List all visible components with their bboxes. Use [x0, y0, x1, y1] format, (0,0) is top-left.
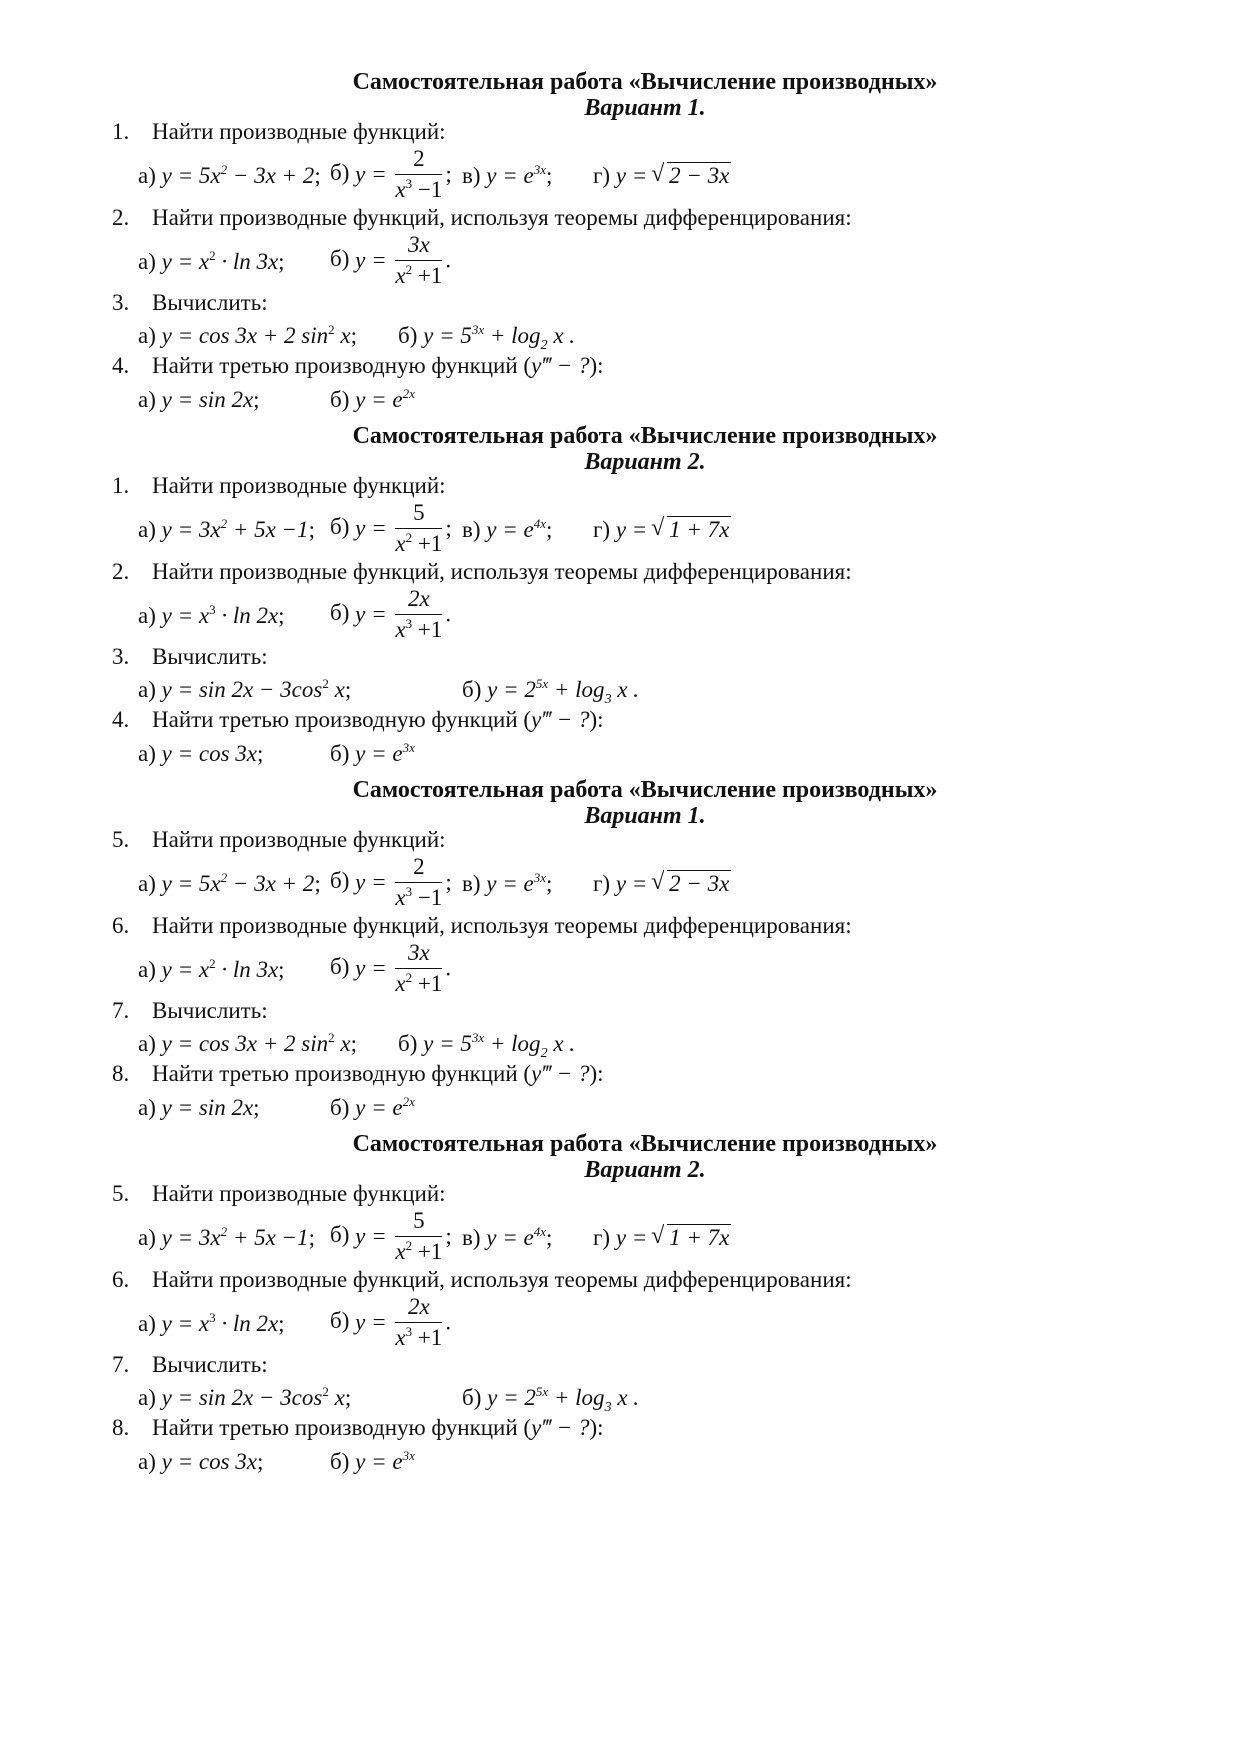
- expression-a: $y = x^3 \cdot \ln 2x$: [161, 1310, 279, 1336]
- task-theorem-derivatives: [112, 558, 852, 586]
- item-label-v: в): [462, 163, 481, 188]
- fraction-numerator: 5: [395, 1206, 442, 1237]
- worksheet-heading: Самостоятельная работа «Вычисление производных»: [352, 777, 938, 803]
- task-find-derivatives: [112, 472, 446, 500]
- task-theorem-derivatives: [112, 204, 852, 232]
- task-number: 7.: [112, 1352, 130, 1377]
- fraction-b: [395, 1292, 442, 1353]
- variant-label: Вариант 1.: [584, 95, 706, 121]
- task1-sqrt-item: г) y = √ 1 + 7x: [593, 516, 731, 544]
- task1-exp-item: в) $y = e^{3x}$;: [462, 870, 553, 896]
- fraction-numerator: 3x: [395, 938, 442, 969]
- task-third-derivative: 4. Найти третью производную функций (y‴ − ?):: [112, 353, 604, 378]
- task3-trig-item: а) $y = \sin 2x - 3\cos^2$ x;: [138, 1384, 352, 1410]
- task-number: 2.: [112, 205, 130, 230]
- expression-b: $y = 2^{5x} + \log_3 x$ .: [487, 676, 640, 707]
- item-label-b: б): [462, 1385, 482, 1410]
- item-label-a: а): [138, 163, 156, 188]
- task3-log-item: [462, 1384, 640, 1415]
- task-number: 1.: [112, 473, 130, 498]
- task1-fraction-item: б) y = $\frac{2}{x^3 -1}$ ;: [330, 852, 452, 913]
- item-label-a: а): [138, 1385, 156, 1410]
- expression-a: y = sin 2x: [161, 1095, 254, 1120]
- fraction-denominator: $x^2 +1$: [395, 262, 443, 288]
- task4-item-a: а) y = cos 3x;: [138, 1449, 264, 1474]
- expression-a: y = cos 3x: [161, 741, 257, 766]
- task-number: 5.: [112, 827, 130, 852]
- fraction-b: [395, 1206, 442, 1267]
- task2-product-item: а) $y = x^3 \cdot \ln 2x$;: [138, 602, 285, 628]
- fraction-b: [395, 938, 442, 999]
- expression-a: $y = x^3 \cdot \ln 2x$: [161, 602, 279, 628]
- fraction-b: [395, 498, 442, 559]
- task2-fraction-item: б) y = $\frac{3x}{x^2 +1}$ .: [330, 938, 451, 999]
- fraction-denominator: $x^2 +1$: [395, 1238, 443, 1264]
- task3-trig-item: а) y = cos 3x + 2 $\sin^2 x$;: [138, 1030, 357, 1056]
- task1-fraction-item: б) y = $\frac{5}{x^2 +1}$ ;: [330, 498, 452, 559]
- expression-b: $y = e^{2x}$: [355, 1094, 415, 1120]
- expression-a: $y = \sin 2x - 3\cos^2$ x: [161, 676, 345, 702]
- task3-log-item: [398, 1030, 576, 1061]
- item-label-a: а): [138, 249, 156, 274]
- expression-v: $y = e^{3x}$: [486, 870, 546, 896]
- task-theorem-derivatives: [112, 1266, 852, 1294]
- expression-a: $y = x^2 \cdot \ln 3x$: [161, 248, 279, 274]
- task2-product-item: а) $y = x^2 \cdot \ln 3x$;: [138, 956, 285, 982]
- fraction-denominator: $x^3 -1$: [395, 176, 443, 202]
- item-label-b: б): [398, 1031, 418, 1056]
- expression-b: $y = e^{3x}$: [355, 740, 415, 766]
- task2-fraction-item: б) y = $\frac{2x}{x^3 +1}$ .: [330, 1292, 451, 1353]
- task-number: 2.: [112, 559, 130, 584]
- variant-label: Вариант 2.: [584, 449, 706, 475]
- item-label-a: а): [138, 677, 156, 702]
- expression-v: $y = e^{4x}$: [486, 516, 546, 542]
- task3-trig-item: а) y = cos 3x + 2 $\sin^2 x$;: [138, 322, 357, 348]
- fraction-denominator: $x^3 -1$: [395, 884, 443, 910]
- task-text: Найти третью производную функций (: [152, 1061, 532, 1086]
- task1-sqrt-item: г) y = √ 2 − 3x: [593, 162, 731, 190]
- task-find-derivatives: [112, 1180, 446, 1208]
- item-label-a: а): [138, 387, 156, 412]
- sqrt-expression: √ 2 − 3x: [653, 162, 731, 190]
- task-text: Найти производные функций, используя теоремы дифференцирования:: [152, 559, 852, 584]
- expression-b: $y = 2^{5x} + \log_3 x$ .: [487, 1384, 640, 1415]
- expression-b: $y = e^{3x}$: [355, 1448, 415, 1474]
- task-number: 6.: [112, 1267, 130, 1292]
- task4-item-b: [330, 1094, 415, 1122]
- fraction-numerator: 2x: [395, 1292, 442, 1323]
- expression-a: $y = 5x^2 - 3x + 2$: [161, 870, 315, 896]
- task-number: 4.: [112, 707, 130, 732]
- expression-a: y = cos 3x: [161, 1449, 257, 1474]
- expression-b-lhs: y =: [355, 1223, 387, 1249]
- task2-fraction-item: б) y = $\frac{3x}{x^2 +1}$ .: [330, 230, 451, 291]
- fraction-numerator: 2: [395, 852, 442, 883]
- item-label-b: б): [330, 245, 350, 271]
- fraction-denominator: $x^3 +1$: [395, 616, 443, 642]
- expression-a: y = cos 3x + 2 $\sin^2 x$: [161, 1030, 351, 1056]
- task3-trig-item: а) $y = \sin 2x - 3\cos^2$ x;: [138, 676, 352, 702]
- task1-expressions: а) $y = 5x^2 - 3x + 2$;: [138, 870, 321, 896]
- task-text: Найти производные функций, используя теоремы дифференцирования:: [152, 1267, 852, 1292]
- task-third-derivative: 8. Найти третью производную функций (y‴ − ?):: [112, 1061, 604, 1086]
- expression-b-lhs: y =: [355, 161, 387, 187]
- item-label-a: а): [138, 741, 156, 766]
- expression-a: y = sin 2x: [161, 387, 254, 412]
- item-label-b: б): [330, 159, 350, 185]
- expression-a: $y = 3x^2 + 5x -1$: [161, 1224, 309, 1250]
- item-label-a: а): [138, 871, 156, 896]
- task-theorem-derivatives: [112, 912, 852, 940]
- task2-product-item: а) $y = x^2 \cdot \ln 3x$;: [138, 248, 285, 274]
- expression-a: $y = \sin 2x - 3\cos^2$ x: [161, 1384, 345, 1410]
- task-text: Вычислить:: [152, 290, 268, 315]
- item-label-a: а): [138, 323, 156, 348]
- third-derivative-symbol: y‴ − ?: [531, 353, 590, 378]
- task-number: 7.: [112, 998, 130, 1023]
- fraction-denominator: $x^2 +1$: [395, 970, 443, 996]
- task4-item-b: [330, 1448, 415, 1476]
- task-third-derivative: 8. Найти третью производную функций (y‴ − ?):: [112, 1415, 604, 1440]
- item-label-g: г): [593, 1225, 611, 1250]
- task-number: 8.: [112, 1415, 130, 1440]
- item-label-b: б): [330, 1221, 350, 1247]
- fraction-denominator: $x^3 +1$: [395, 1324, 443, 1350]
- third-derivative-symbol: y‴ − ?: [531, 1061, 590, 1086]
- item-label-v: в): [462, 517, 481, 542]
- task1-exp-item: в) $y = e^{4x}$;: [462, 516, 553, 542]
- task-text: Найти производные функций:: [152, 473, 446, 498]
- item-label-a: а): [138, 957, 156, 982]
- task3-log-item: [398, 322, 576, 353]
- item-label-b: б): [330, 1449, 350, 1474]
- item-label-v: в): [462, 1225, 481, 1250]
- item-label-b: б): [330, 867, 350, 893]
- item-label-a: а): [138, 1311, 156, 1336]
- item-label-a: а): [138, 1449, 156, 1474]
- fraction-numerator: 5: [395, 498, 442, 529]
- fraction-b: [395, 852, 442, 913]
- fraction-numerator: 2: [395, 144, 442, 175]
- task1-exp-item: в) $y = e^{4x}$;: [462, 1224, 553, 1250]
- worksheet-heading: Самостоятельная работа «Вычисление производных»: [352, 1131, 938, 1157]
- task-text: Найти производные функций, используя теоремы дифференцирования:: [152, 913, 852, 938]
- task-calculate: [112, 643, 268, 671]
- sqrt-expression: √ 2 − 3x: [653, 870, 731, 898]
- expression-b-lhs: y =: [355, 869, 387, 895]
- item-label-g: г): [593, 517, 611, 542]
- variant-label: Вариант 1.: [584, 803, 706, 829]
- task-third-derivative: 4. Найти третью производную функций (y‴ − ?):: [112, 707, 604, 732]
- item-label-b: б): [330, 513, 350, 539]
- item-label-b: б): [462, 677, 482, 702]
- item-label-g: г): [593, 163, 611, 188]
- item-label-b: б): [330, 599, 350, 625]
- expression-b: $y = 5^{3x} + \log_2 x$ .: [423, 322, 576, 353]
- task1-exp-item: в) $y = e^{3x}$;: [462, 162, 553, 188]
- task-text: Найти третью производную функций (: [152, 1415, 532, 1440]
- task1-sqrt-item: г) y = √ 1 + 7x: [593, 1224, 731, 1252]
- fraction-b: [395, 584, 442, 645]
- task4-item-a: а) y = sin 2x;: [138, 387, 260, 412]
- task-text: Найти производные функций:: [152, 1181, 446, 1206]
- item-label-g: г): [593, 871, 611, 896]
- task-number: 3.: [112, 644, 130, 669]
- item-label-a: а): [138, 1031, 156, 1056]
- item-label-a: а): [138, 1095, 156, 1120]
- sqrt-expression: √ 1 + 7x: [653, 516, 731, 544]
- task4-item-a: а) y = cos 3x;: [138, 741, 264, 766]
- fraction-numerator: 3x: [395, 230, 442, 261]
- third-derivative-symbol: y‴ − ?: [531, 707, 590, 732]
- task4-item-a: а) y = sin 2x;: [138, 1095, 260, 1120]
- task1-fraction-item: б) y = $\frac{5}{x^2 +1}$ ;: [330, 1206, 452, 1267]
- item-label-b: б): [330, 1095, 350, 1120]
- item-label-b: б): [330, 953, 350, 979]
- expression-a: $y = 3x^2 + 5x -1$: [161, 516, 309, 542]
- expression-a: $y = 5x^2 - 3x + 2$: [161, 162, 315, 188]
- task1-expressions: а) $y = 3x^2 + 5x -1$;: [138, 516, 315, 542]
- task-find-derivatives: [112, 118, 446, 146]
- task1-expressions: а) $y = 5x^2 - 3x + 2$;: [138, 162, 321, 188]
- task1-sqrt-item: г) y = √ 2 − 3x: [593, 870, 731, 898]
- item-label-b: б): [330, 387, 350, 412]
- task3-log-item: [462, 676, 640, 707]
- expression-a: y = cos 3x + 2 $\sin^2 x$: [161, 322, 351, 348]
- variant-label: Вариант 2.: [584, 1157, 706, 1183]
- task-calculate: [112, 997, 268, 1025]
- task-text: Найти третью производную функций (: [152, 707, 532, 732]
- task1-fraction-item: б) y = $\frac{2}{x^3 -1}$ ;: [330, 144, 452, 205]
- task-text: Найти производные функций:: [152, 827, 446, 852]
- task-text: Найти производные функций:: [152, 119, 446, 144]
- task4-item-b: [330, 740, 415, 768]
- item-label-b: б): [330, 741, 350, 766]
- task-number: 4.: [112, 353, 130, 378]
- task2-product-item: а) $y = x^3 \cdot \ln 2x$;: [138, 1310, 285, 1336]
- item-label-a: а): [138, 1225, 156, 1250]
- item-label-b: б): [398, 323, 418, 348]
- fraction-numerator: 2x: [395, 584, 442, 615]
- task-calculate: [112, 1351, 268, 1379]
- item-label-b: б): [330, 1307, 350, 1333]
- fraction-denominator: $x^2 +1$: [395, 530, 443, 556]
- expression-b-lhs: y =: [355, 515, 387, 541]
- task-number: 6.: [112, 913, 130, 938]
- task-number: 1.: [112, 119, 130, 144]
- expression-v: $y = e^{3x}$: [486, 162, 546, 188]
- task-text: Вычислить:: [152, 998, 268, 1023]
- fraction-b: [395, 230, 442, 291]
- expression-v: $y = e^{4x}$: [486, 1224, 546, 1250]
- task-calculate: [112, 289, 268, 317]
- expression-b: $y = e^{2x}$: [355, 386, 415, 412]
- task2-fraction-item: б) y = $\frac{2x}{x^3 +1}$ .: [330, 584, 451, 645]
- task-text: Найти производные функций, используя теоремы дифференцирования:: [152, 205, 852, 230]
- task-text: Вычислить:: [152, 1352, 268, 1377]
- worksheet-heading: Самостоятельная работа «Вычисление производных»: [352, 69, 938, 95]
- task-number: 3.: [112, 290, 130, 315]
- task1-expressions: а) $y = 3x^2 + 5x -1$;: [138, 1224, 315, 1250]
- task-find-derivatives: [112, 826, 446, 854]
- expression-b: $y = 5^{3x} + \log_2 x$ .: [423, 1030, 576, 1061]
- item-label-a: а): [138, 517, 156, 542]
- item-label-a: а): [138, 603, 156, 628]
- expression-a: $y = x^2 \cdot \ln 3x$: [161, 956, 279, 982]
- task-text: Найти третью производную функций (: [152, 353, 532, 378]
- task-number: 8.: [112, 1061, 130, 1086]
- worksheet-heading: Самостоятельная работа «Вычисление производных»: [352, 423, 938, 449]
- third-derivative-symbol: y‴ − ?: [531, 1415, 590, 1440]
- sqrt-expression: √ 1 + 7x: [653, 1224, 731, 1252]
- fraction-b: [395, 144, 442, 205]
- task-text: Вычислить:: [152, 644, 268, 669]
- task4-item-b: [330, 386, 415, 414]
- item-label-v: в): [462, 871, 481, 896]
- task-number: 5.: [112, 1181, 130, 1206]
